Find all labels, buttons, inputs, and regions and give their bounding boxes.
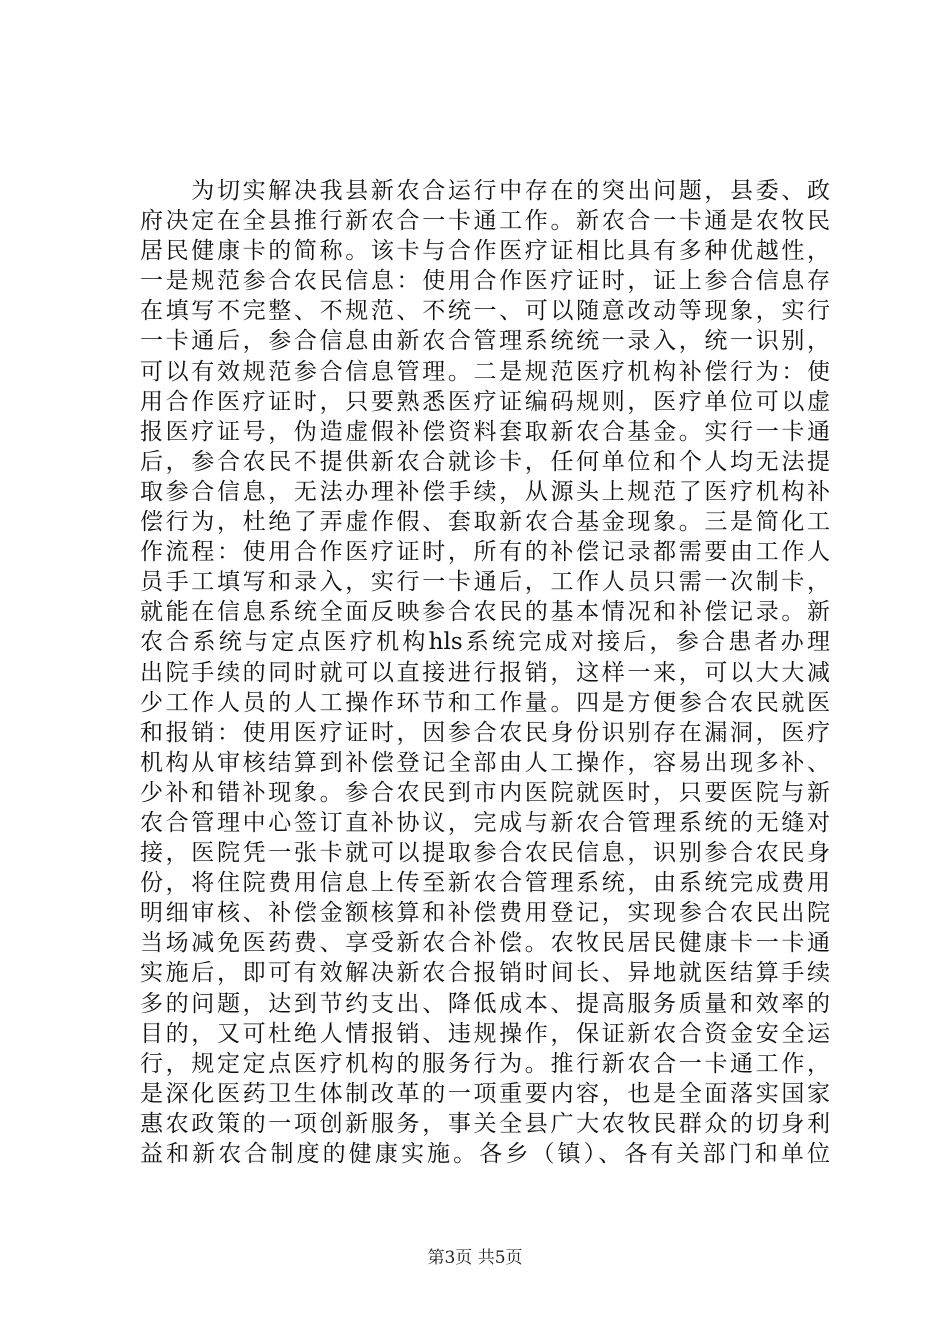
- text-line: 用合作医疗证时，只要熟悉医疗证编码规则，医疗单位可以虚: [140, 388, 830, 415]
- text-line: 是深化医药卫生体制改革的一项重要内容，也是全面落实国家: [140, 1080, 830, 1107]
- text-line: 就能在信息系统全面反映参合农民的基本情况和补偿记录。新: [140, 599, 830, 626]
- text-line: 惠农政策的一项创新服务，事关全县广大农牧民群众的切身利: [140, 1110, 830, 1137]
- text-line: 在填写不完整、不规范、不统一、可以随意改动等现象，实行: [140, 298, 830, 325]
- text-line: 居民健康卡的简称。该卡与合作医疗证相比具有多种优越性，: [140, 238, 830, 265]
- text-line: 作流程：使用合作医疗证时，所有的补偿记录都需要由工作人: [140, 539, 830, 566]
- text-line: 农合系统与定点医疗机构hls系统完成对接后，参合患者办理: [140, 629, 830, 656]
- text-line: 目的，又可杜绝人情报销、违规操作，保证新农合资金安全运: [140, 1020, 830, 1047]
- text-line: 行，规定定点医疗机构的服务行为。推行新农合一卡通工作，: [140, 1050, 830, 1077]
- text-line: 多的问题，达到节约支出、降低成本、提高服务质量和效率的: [140, 990, 830, 1017]
- page-footer: 第3页 共5页: [427, 1248, 523, 1268]
- text-line: 员手工填写和录入，实行一卡通后，工作人员只需一次制卡，: [140, 569, 830, 596]
- text-line: 少工作人员的人工操作环节和工作量。四是方便参合农民就医: [140, 689, 830, 716]
- text-line: 为切实解决我县新农合运行中存在的突出问题，县委、政: [140, 178, 830, 204]
- text-line: 实施后，即可有效解决新农合报销时间长、异地就医结算手续: [140, 960, 830, 987]
- text-line: 府决定在全县推行新农合一卡通工作。新农合一卡通是农牧民: [140, 208, 830, 235]
- text-line: 当场减免医药费、享受新农合补偿。农牧民居民健康卡一卡通: [140, 930, 830, 957]
- text-line: 接，医院凭一张卡就可以提取参合农民信息，识别参合农民身: [140, 840, 830, 867]
- text-line: 出院手续的同时就可以直接进行报销，这样一来，可以大大减: [140, 659, 830, 686]
- text-line: 少补和错补现象。参合农民到市内医院就医时，只要医院与新: [140, 779, 830, 806]
- text-line: 份，将住院费用信息上传至新农合管理系统，由系统完成费用: [140, 870, 830, 897]
- text-line: 一卡通后，参合信息由新农合管理系统统一录入，统一识别，: [140, 328, 830, 355]
- text-line: 偿行为，杜绝了弄虚作假、套取新农合基金现象。三是简化工: [140, 509, 830, 536]
- text-line: 明细审核、补偿金额核算和补偿费用登记，实现参合农民出院: [140, 900, 830, 927]
- body-paragraph: [140, 176, 830, 1169]
- text-line: 农合管理中心签订直补协议，完成与新农合管理系统的无缝对: [140, 809, 830, 836]
- text-line: 机构从审核结算到补偿登记全部由人工操作，容易出现多补、: [140, 749, 830, 776]
- text-line: 益和新农合制度的健康实施。各乡（镇）、各有关部门和单位: [140, 1141, 830, 1167]
- text-line: 报医疗证号，伪造虚假补偿资料套取新农合基金。实行一卡通: [140, 418, 830, 445]
- text-line: 一是规范参合农民信息：使用合作医疗证时，证上参合信息存: [140, 268, 830, 295]
- text-line: 取参合信息，无法办理补偿手续，从源头上规范了医疗机构补: [140, 478, 830, 505]
- text-line: 后，参合农民不提供新农合就诊卡，任何单位和个人均无法提: [140, 448, 830, 475]
- text-line: 可以有效规范参合信息管理。二是规范医疗机构补偿行为：使: [140, 358, 830, 385]
- text-line: 和报销：使用医疗证时，因参合农民身份识别存在漏洞，医疗: [140, 719, 830, 746]
